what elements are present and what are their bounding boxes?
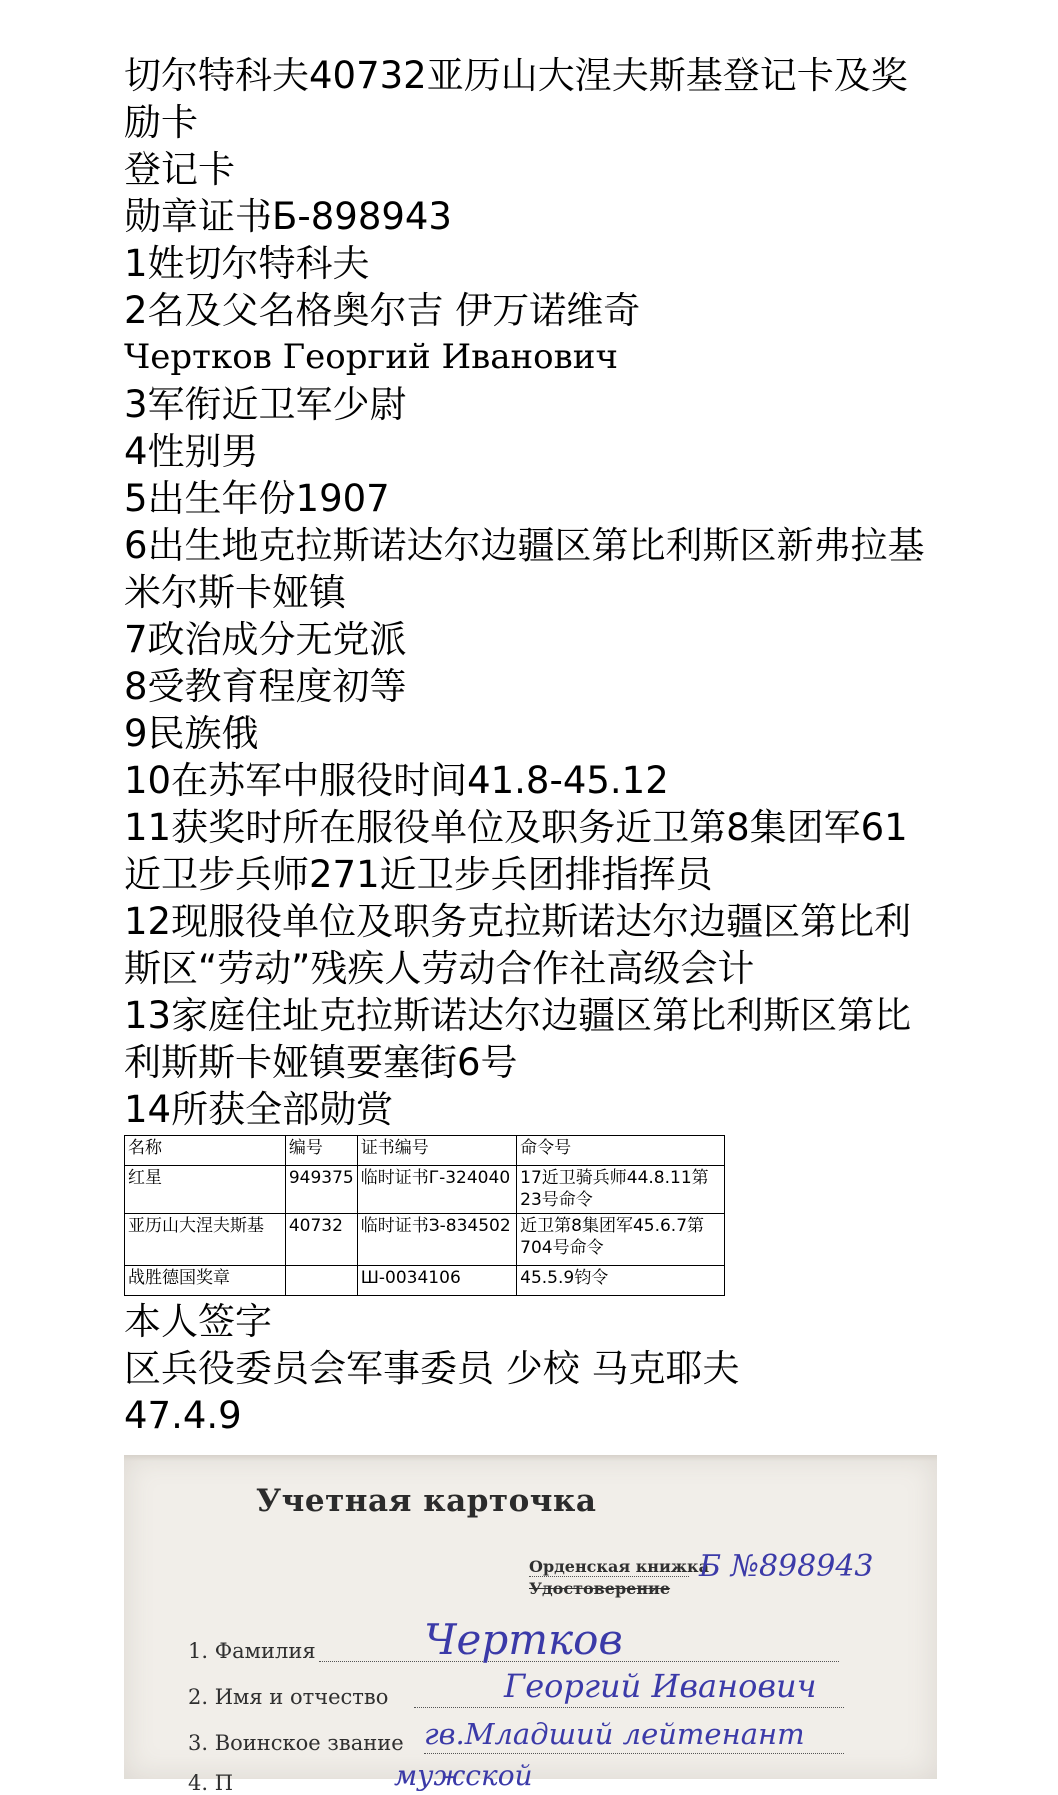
table-cell: 949375 [285, 1166, 357, 1214]
field-label-rank: 3. Воинское звание [188, 1731, 404, 1755]
card-title: Учетная карточка [256, 1483, 597, 1519]
table-cell: 临时证书З-834502 [357, 1214, 516, 1266]
nationality-line: 9民族俄 [124, 712, 259, 755]
certificate-line: 勋章证书Б-898943 [124, 195, 452, 238]
field-value-sex: мужской [394, 1759, 533, 1792]
field-label-sex: 4. П [188, 1771, 234, 1795]
name-patronymic-line: 2名及父名格奥尔吉 伊万诺维奇 [124, 289, 641, 332]
scanned-registration-card [124, 1455, 937, 1795]
field-rule-name [414, 1707, 844, 1708]
table-cell: 40732 [285, 1214, 357, 1266]
field-label-name: 2. Имя и отчество [188, 1685, 389, 1709]
table-cell: 17近卫骑兵师44.8.11第23号命令 [517, 1166, 725, 1214]
table-cell [285, 1266, 357, 1296]
table-row [125, 1166, 725, 1214]
order-book-label: Орденская книжка [529, 1557, 709, 1576]
sex-line: 4性别男 [124, 430, 259, 473]
surname-line: 1姓切尔特科夫 [124, 242, 370, 285]
table-cell: Ш-0034106 [357, 1266, 516, 1296]
awards-table [124, 1135, 725, 1296]
russian-name-line: Чертков Георгий Иванович [124, 337, 618, 377]
document-title: 切尔特科夫40732亚历山大涅夫斯基登记卡及奖励卡 [124, 54, 908, 144]
column-header: 名称 [125, 1136, 286, 1166]
birthplace-line: 6出生地克拉斯诺达尔边疆区第比利斯区新弗拉基米尔斯卡娅镇 [124, 524, 925, 614]
table-cell: 红星 [125, 1166, 286, 1214]
document-subtitle: 登记卡 [124, 148, 235, 191]
current-job-line: 12现服役单位及职务克拉斯诺达尔边疆区第比利斯区“劳动”残疾人劳动合作社高级会计 [124, 900, 912, 990]
transcription-document [124, 52, 944, 1439]
awards-table-header [125, 1136, 725, 1166]
education-line: 8受教育程度初等 [124, 665, 407, 708]
rank-line: 3军衔近卫军少尉 [124, 383, 407, 426]
column-header: 命令号 [517, 1136, 725, 1166]
commissar-line: 区兵役委员会军事委员 少校 马克耶夫 [124, 1347, 740, 1390]
order-book-underline [529, 1576, 689, 1577]
field-value-surname: Чертков [424, 1615, 623, 1664]
birth-year-line: 5出生年份1907 [124, 477, 390, 520]
field-value-name: Георгий Иванович [504, 1667, 817, 1705]
table-cell: 战胜德国奖章 [125, 1266, 286, 1296]
all-awards-line: 14所获全部勋赏 [124, 1088, 394, 1131]
table-row [125, 1214, 725, 1266]
table-cell: 近卫第8集团军45.6.7第704号命令 [517, 1214, 725, 1266]
table-cell: 临时证书Г-324040 [357, 1166, 516, 1214]
unit-at-award-line: 11获奖时所在服役单位及职务近卫第8集团军61近卫步兵师271近卫步兵团排指挥员 [124, 806, 908, 896]
series-number: Б №898943 [699, 1549, 874, 1584]
party-line: 7政治成分无党派 [124, 618, 407, 661]
signature-line: 本人签字 [124, 1300, 272, 1343]
home-address-line: 13家庭住址克拉斯诺达尔边疆区第比利斯区第比利斯斯卡娅镇要塞街6号 [124, 994, 912, 1084]
service-period-line: 10在苏军中服役时间41.8-45.12 [124, 759, 669, 802]
table-cell: 亚历山大涅夫斯基 [125, 1214, 286, 1266]
date-line: 47.4.9 [124, 1394, 242, 1437]
column-header: 编号 [285, 1136, 357, 1166]
field-rule-rank [424, 1753, 844, 1754]
table-cell: 45.5.9钧令 [517, 1266, 725, 1296]
certificate-label: Удостоверение [529, 1579, 671, 1598]
table-row [125, 1266, 725, 1296]
card-edge-shadow [124, 1455, 937, 1461]
field-value-rank: гв.Младший лейтенант [424, 1717, 805, 1751]
column-header: 证书编号 [357, 1136, 516, 1166]
field-label-surname: 1. Фамилия [188, 1639, 316, 1663]
